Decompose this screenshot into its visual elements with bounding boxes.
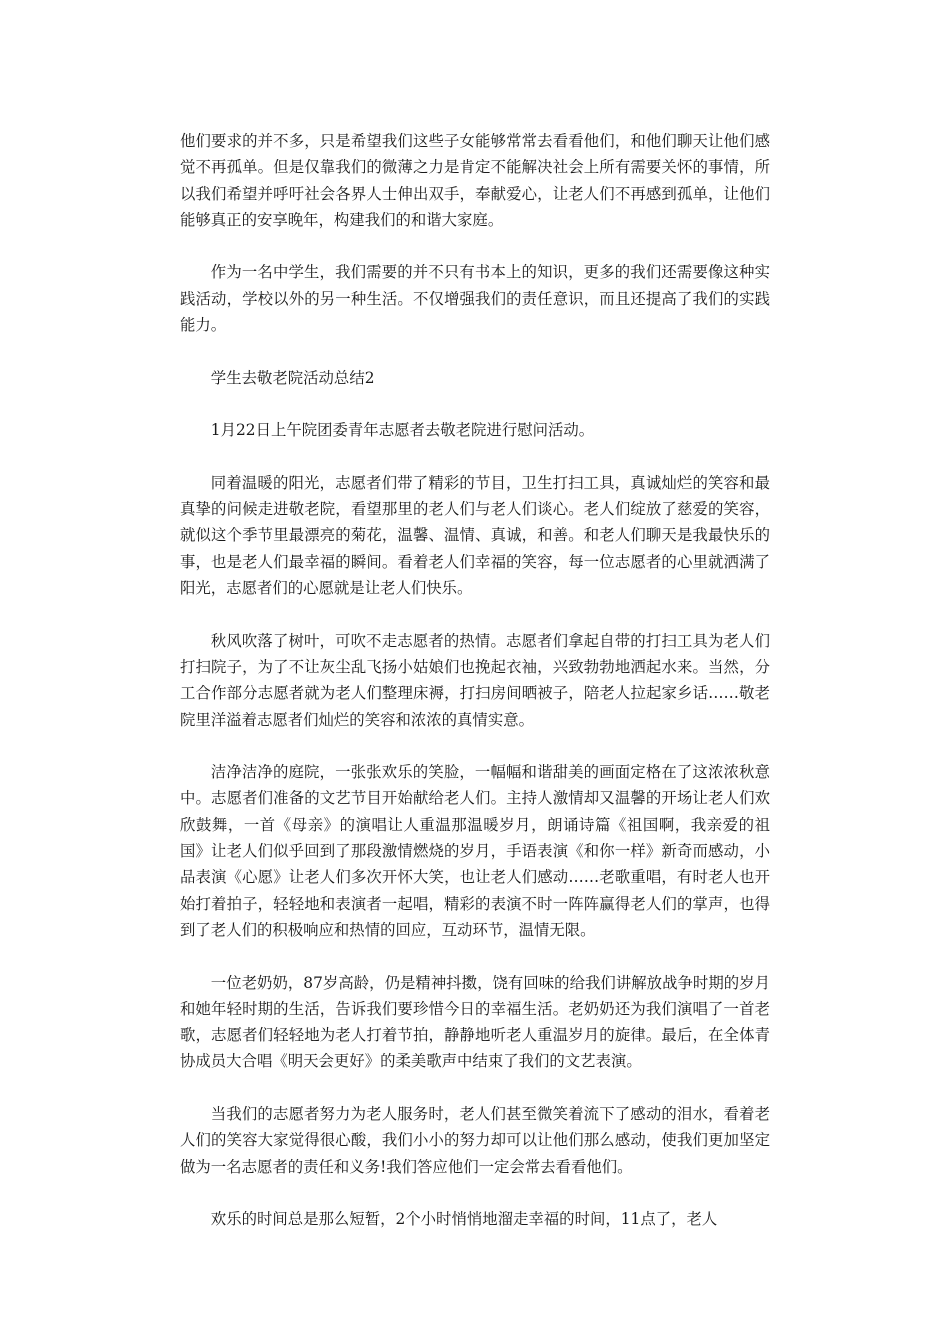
paragraph-date-intro: 1月22日上午院团委青年志愿者去敬老院进行慰问活动。 <box>210 421 595 440</box>
paragraph-autumn-wind: 秋风吹落了树叶，可吹不走志愿者的热情。志愿者们拿起自带的打扫工具为老人们打扫院子，为了不让灰尘乱飞扬小姑娘们也挽起衣袖，兴致勃勃地洒起水来。当然，分工合作部分志愿者就为老人们整理床褥，打扫房间晒被子，陪老人拉起家乡话……敬老院里洋溢着志愿者们灿烂的笑容和浓浓的真情实意。 <box>180 631 770 729</box>
paragraph-courtyard-performance: 洁净洁净的庭院，一张张欢乐的笑脸，一幅幅和谐甜美的画面定格在了这浓浓秋意中。志愿者们准备的文艺节目开始献给老人们。主持人激情却又温馨的开场让老人们欢欣鼓舞，一首《母亲》的演唱让人重温那温暖岁月，朗诵诗篇《祖国啊，我亲爱的祖国》让老人们似乎回到了那段激情燃烧的岁月，手语表演《和你一样》新奇而感动，小品表演《心愿》让老人们多次开怀大笑，也让老人们感动……老歌重唱，有时老人也开始打着拍子，轻轻地和表演者一起唱，精彩的表演不时一阵阵赢得老人们的掌声，也得到了老人们的积极响应和热情的回应，互动环节，温情无限。 <box>180 763 770 939</box>
paragraph-intro-continuation: 他们要求的并不多，只是希望我们这些子女能够常常去看看他们，和他们聊天让他们感觉不再孤单。但是仅靠我们的微薄之力是肯定不能解决社会上所有需要关怀的事情，所以我们希望并呼吁社会各界人士伸出双手，奉献爱心，让老人们不再感到孤单，让他们能够真正的安享晚年，构建我们的和谐大家庭。 <box>180 132 770 229</box>
section-heading: 学生去敬老院活动总结2 <box>210 368 375 387</box>
paragraph-grandmother: 一位老奶奶，87岁高龄，仍是精神抖擞，饶有回味的给我们讲解放战争时期的岁月和她年轻时期的生活，告诉我们要珍惜今日的幸福生活。老奶奶还为我们演唱了一首老歌，志愿者们轻轻地为老人打着节拍，静静地听老人重温岁月的旋律。最后，在全体青协成员大合唱《明天会更好》的柔美歌声中结束了我们的文艺表演。 <box>180 973 770 1071</box>
paragraph-closing-partial: 欢乐的时间总是那么短暂，2个小时悄悄地溜走幸福的时间，11点了，老人 <box>210 1210 718 1229</box>
paragraph-warm-sunshine: 同着温暖的阳光，志愿者们带了精彩的节目，卫生打扫工具，真诚灿烂的笑容和最真挚的问候走进敬老院，看望那里的老人们与老人们谈心。老人们绽放了慈爱的笑容，就似这个季节里最漂亮的菊花，温馨、温情、真诚，和善。和老人们聊天是我最快乐的事，也是老人们最幸福的瞬间。看着老人们幸福的笑容，每一位志愿者的心里就洒满了阳光，志愿者们的心愿就是让老人们快乐。 <box>180 473 770 598</box>
paragraph-student-reflection: 作为一名中学生，我们需要的并不只有书本上的知识，更多的我们还需要像这种实践活动，学校以外的另一种生活。不仅增强我们的责任意识，而且还提高了我们的实践能力。 <box>180 263 770 335</box>
paragraph-volunteer-service: 当我们的志愿者努力为老人服务时，老人们甚至微笑着流下了感动的泪水，看着老人们的笑容大家觉得很心酸，我们小小的努力却可以让他们那么感动，使我们更加坚定做为一名志愿者的责任和义务!我们答应他们一定会常去看看他们。 <box>180 1104 770 1176</box>
document-page <box>180 128 770 1232</box>
